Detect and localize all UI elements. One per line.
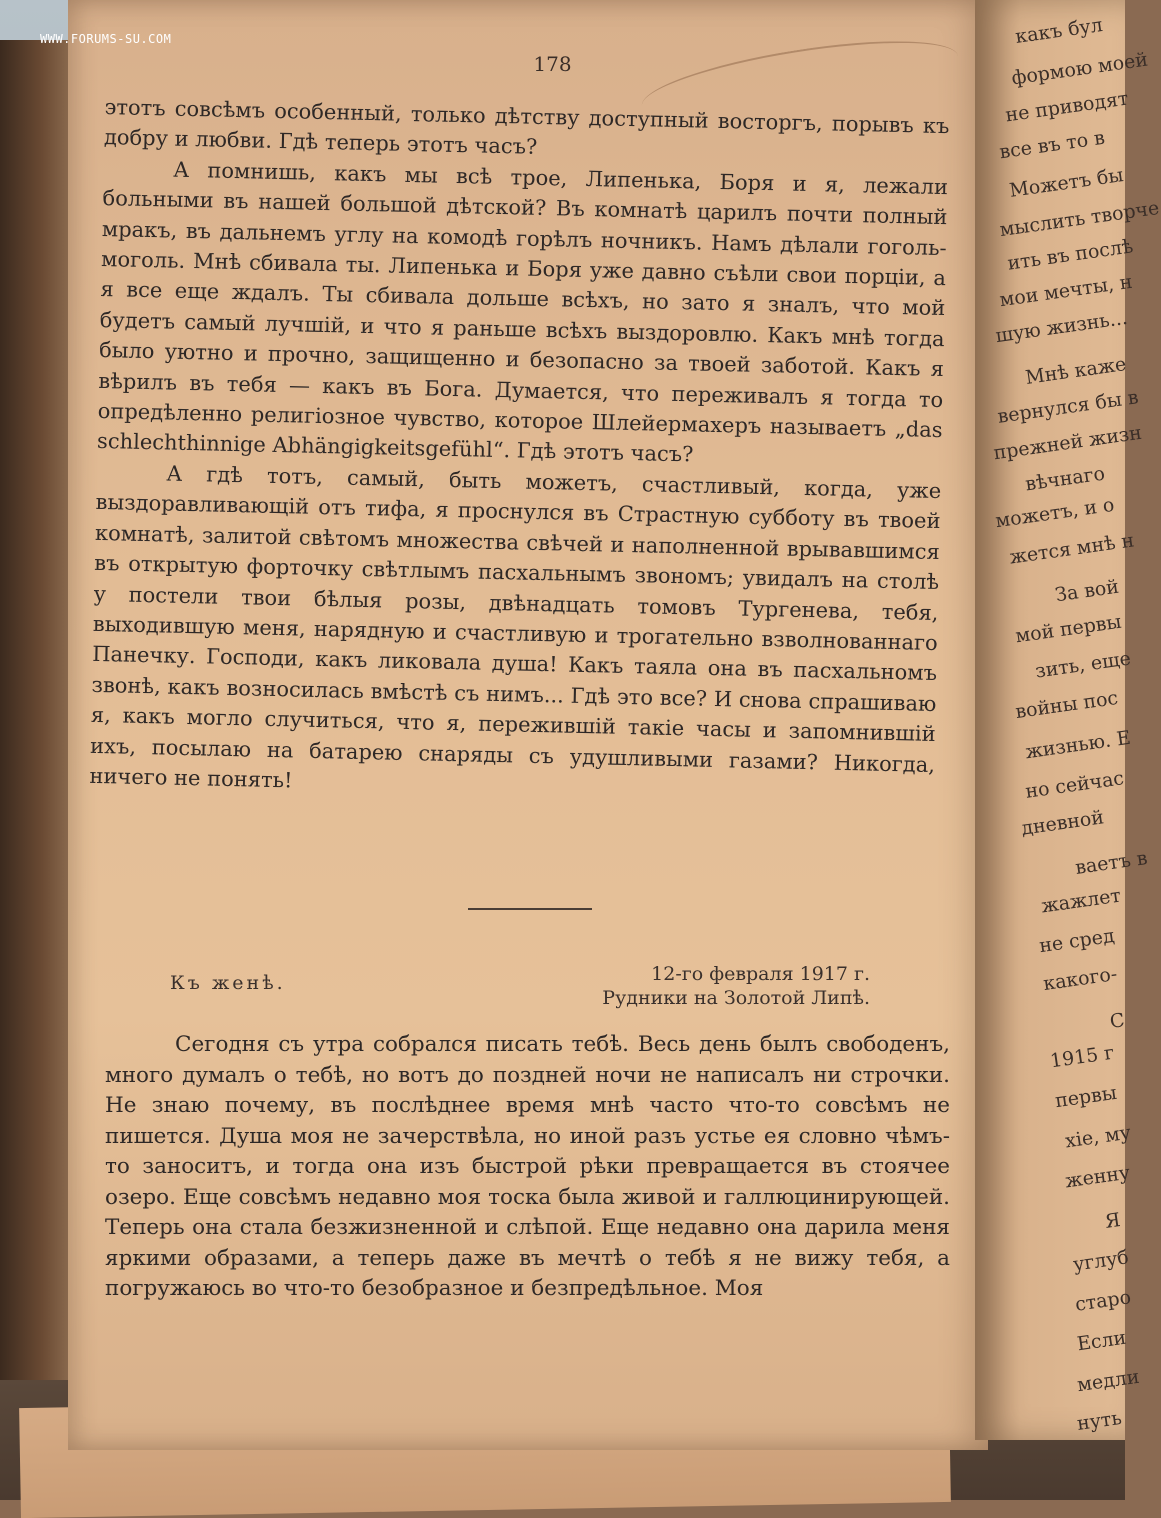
right-page-line: медли [1075,1365,1141,1397]
right-page-text [985,0,1161,1436]
letter-dateline [540,962,870,1010]
right-page-line: шую жизнь... [994,306,1129,348]
right-page-line: можетъ, и о [994,493,1116,533]
right-page-line: ить въ послѣ [1006,235,1135,275]
right-page-line: какого- [1041,962,1119,996]
right-page-line: старо [1073,1286,1133,1316]
letter-date: 12-го февраля 1917 г. [651,963,870,985]
right-page-line: вѣчнаго [1023,462,1107,496]
text-block-upper [89,92,950,810]
right-page-line: нуть [1075,1406,1124,1436]
right-page-line: прежней жизн [992,421,1144,465]
right-page-line: но сейчас [1023,767,1126,803]
right-page-line: мыслить творче [998,196,1161,242]
letter-place: Рудники на Золотой Липѣ. [602,987,870,1009]
right-page-line: жется мнѣ н [1008,529,1136,569]
watermark: WWW.FORUMS-SU.COM [40,32,172,46]
right-page-line: Можетъ бы [1008,164,1125,202]
paragraph: этотъ совсѣмъ особенный, только дѣтству доступный восторгъ, порывъ къ добру и любви. Гдѣ теперь этотъ часъ? [103,94,950,160]
right-page-line: хіе, му [1063,1121,1133,1153]
right-page-line: Мнѣ каже [1023,353,1128,389]
right-page-line: все въ то в [997,126,1107,164]
right-page-line: С [1108,1009,1127,1033]
right-page-line: женну [1063,1161,1132,1193]
right-page-line: зить, еще [1033,647,1133,683]
right-page-line: дневной [1019,806,1106,840]
right-page-line: углуб [1071,1246,1131,1276]
right-page-line: 1915 г [1048,1041,1116,1073]
text-block-lower [105,1030,950,1305]
right-page-line: какъ бул [1013,13,1105,49]
paragraph: А гдѣ тотъ, самый, быть можетъ, счастливый, когда, уже выздоравливающій отъ тифа, я проснулся въ Страстную субботу въ твоей комнатѣ, залитой свѣтомъ множества свѣчей и наполненной врывавшимся въ открытую форточку свѣтлымъ пасхальнымъ звономъ; увидалъ на столѣ у постели твои бѣлыя розы, двѣнадцать томовъ Тургенева, тебя, выходившую меня, нарядную и счастливую и трогательно взволнованнаго Панечку. Господи, какъ ликовала душа! Какъ таяла она въ пасхальномъ звонѣ, какъ возносилась вмѣстѣ съ нимъ... Гдѣ это все? И снова спрашиваю я, какъ могло случиться, что я, пережившій такіе часы и запомнившій ихъ, посылаю на батарею снаряды съ удушливыми газами? Никогда, ничего не понять! [89,461,942,793]
right-page-line: ваетъ в [1073,847,1149,879]
right-page-line: Если [1075,1326,1128,1356]
right-page-line: войны пос [1013,686,1120,724]
paragraph: Сегодня съ утра собрался писать тебѣ. Весь день былъ свободенъ, много думалъ о тебѣ, но вотъ до поздней ночи не написалъ ни строчки. Не знаю почему, въ послѣднее время мнѣ часто что-то совсѣмъ не пишется. Душа моя не зачерствѣла, но иной разъ устье ея словно чѣмъ-то заноситъ, и тогда она изъ быстрой рѣки превращается въ стоячее озеро. Еще совсѣмъ недавно моя тоска была живой и галлюцинирующей. Теперь она стала безжизненной и слѣпой. Еще недавно она дарила меня яркими образами, а теперь даже въ мечтѣ о тебѣ я не вижу тебя, а погружаюсь во что-то безобразное и безпредѣльное. Моя [105,1032,950,1301]
section-divider [468,908,592,910]
letter-salutation: Къ женѣ. [170,972,286,994]
paragraph: А помнишь, какъ мы всѣ трое, Липенька, Боря и я, лежали больными въ нашей большой дѣтской? Въ комнатѣ царилъ почти полный мракъ, въ дальнемъ углу на комодѣ горѣлъ ночникъ. Намъ дѣлали гоголь-моголь. Мнѣ сбивала ты. Липенька и Боря уже давно съѣли свои порціи, а я все еще ждалъ. Ты сбивала дольше всѣхъ, но зато я зналъ, что мой будетъ самый лучшій, и что я раньше всѣхъ выздоровлю. Какъ мнѣ тогда было уютно и прочно, защищенно и безопасно за твоей заботой. Какъ я вѣрилъ въ тебя — какъ въ Бога. Думается, что переживалъ я тогда то опредѣленно религіозное чувство, которое Шлейермахеръ называетъ „das schlechthinnige Abhängigkeitsgefühl“. Гдѣ этотъ часъ? [96,157,949,467]
right-page-line: жажлет [1039,884,1123,918]
right-page-line: формою моей [1010,48,1150,90]
right-page-line: мои мечты, н [998,270,1134,312]
right-page-line: За вой [1053,575,1121,607]
page-number-row [0,52,1125,76]
right-page-line: Я [1103,1209,1122,1233]
book-spine [0,40,70,1380]
right-page-line: первы [1053,1081,1119,1113]
right-page-line: жизнью. Е [1023,726,1133,764]
right-page-line: вернулся бы в [996,386,1140,428]
page-number: 178 [533,52,572,76]
right-page-line: не сред [1037,924,1116,958]
right-page-line: мой первы [1013,610,1123,648]
right-page-line: не приводят [1004,87,1130,127]
